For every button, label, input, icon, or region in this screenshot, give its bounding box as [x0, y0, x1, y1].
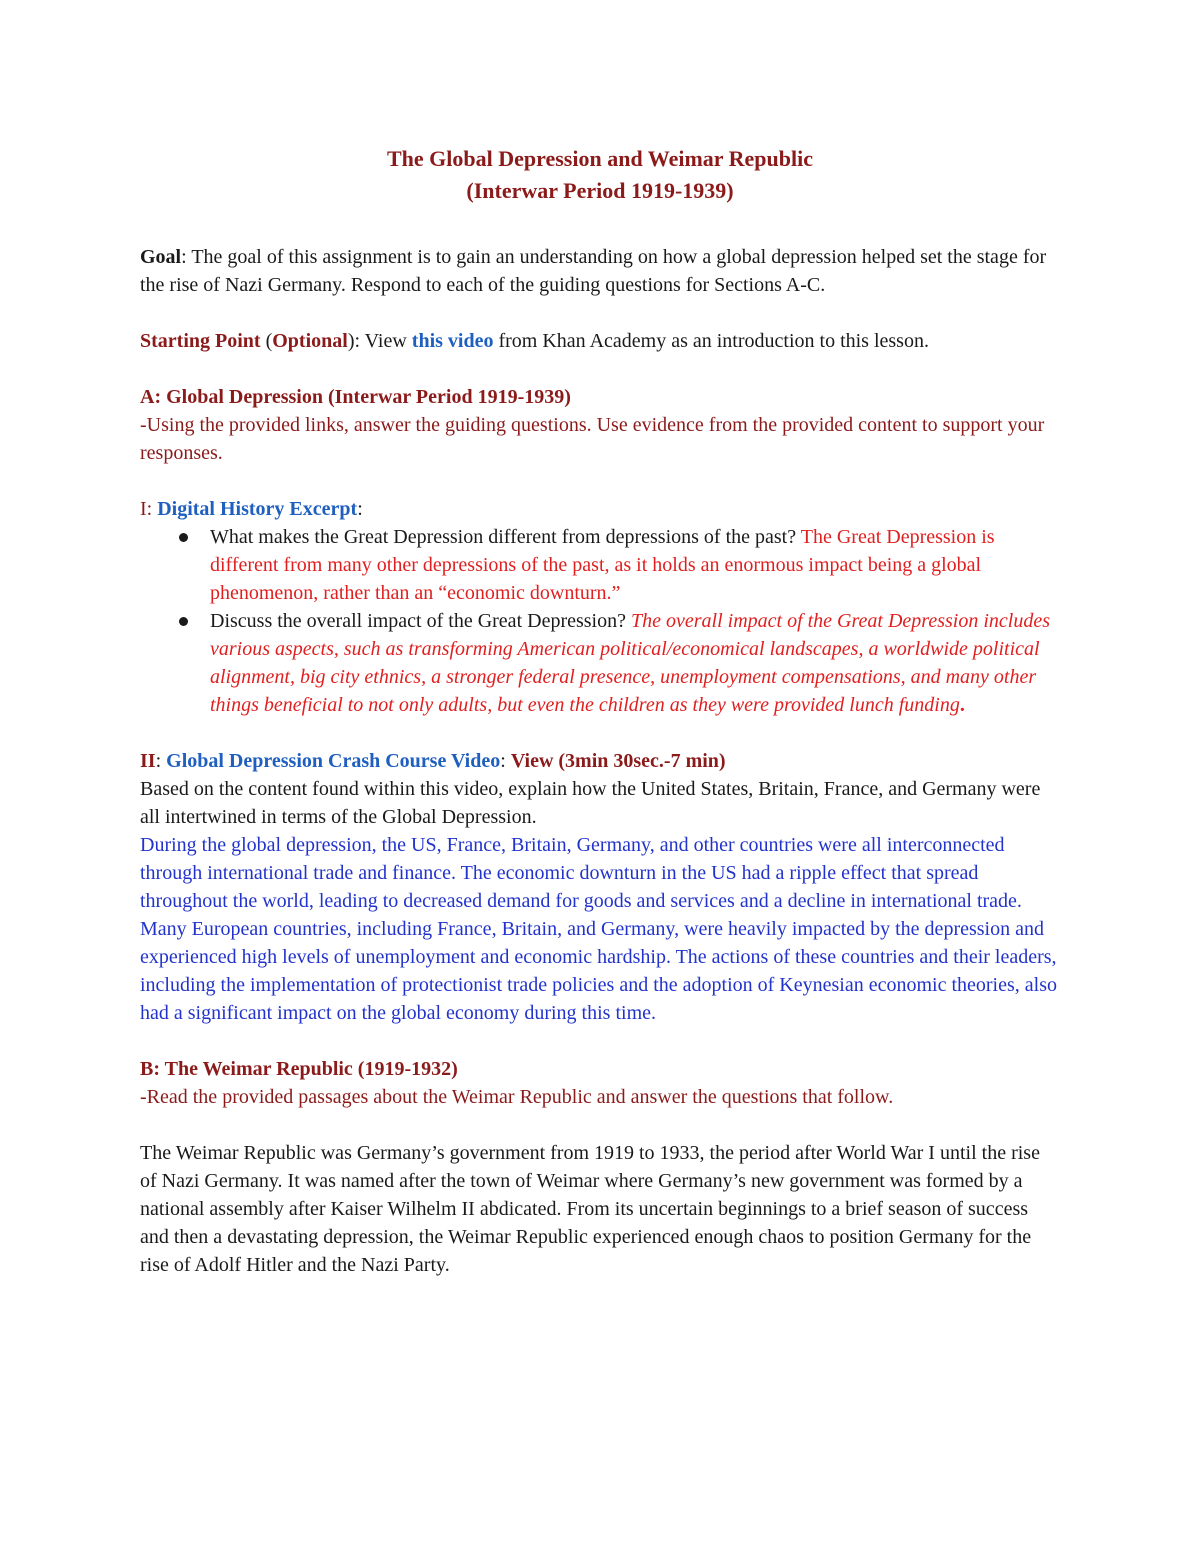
starting-point-label: Starting Point: [140, 330, 261, 352]
starting-point-rest: from Khan Academy as an introduction to this lesson.: [493, 330, 929, 352]
digital-history-link[interactable]: Digital History Excerpt: [157, 498, 358, 520]
weimar-passage: The Weimar Republic was Germany’s government from 1919 to 1933, the period after World War I until the rise of Nazi Germany. It was named after the town of Weimar where Germany’s new government was formed by a national assembly after Kaiser Wilhelm II abdicated. From its uncertain beginnings to a brief season of success and then a devastating depression, the Weimar Republic experienced enough chaos to position Germany for the rise of Adolf Hitler and the Nazi Party.: [140, 1142, 1040, 1276]
part-i-numeral: I:: [140, 498, 158, 520]
starting-point-paragraph: [140, 327, 1060, 355]
part-ii-sep: :: [155, 750, 167, 772]
starting-point-view: ): View: [347, 330, 412, 352]
part-ii-colon: :: [500, 750, 511, 772]
question-2: Discuss the overall impact of the Great Depression?: [210, 610, 631, 632]
question-1: What makes the Great Depression different from depressions of the past?: [210, 526, 801, 548]
goal-paragraph: [140, 243, 1060, 299]
section-b-heading: B: The Weimar Republic (1919-1932): [140, 1058, 458, 1080]
part-i-colon: :: [357, 498, 363, 520]
optional-label: Optional: [272, 330, 348, 352]
part-ii-numeral: II: [140, 750, 156, 772]
khan-video-link[interactable]: this video: [411, 330, 494, 352]
part-i-heading: [140, 495, 1060, 523]
title-line-1: The Global Depression and Weimar Republic: [386, 146, 813, 171]
view-duration: View (3min 30sec.-7 min): [510, 750, 726, 772]
bullet-icon: [179, 617, 188, 626]
bullet-icon: [179, 533, 188, 542]
goal-label: Goal: [140, 246, 182, 268]
document-title: [140, 143, 1060, 207]
part-ii-answer: During the global depression, the US, France, Britain, Germany, and other countries were all interconnected through international trade and finance. The economic downturn in the US had a ripple effect that spread throughout the world, leading to decreased demand for goods and services and a decline in international trade. Many European countries, including France, Britain, and Germany, were heavily impacted by the depression and experienced high levels of unemployment and economic hardship. The actions of these countries and their leaders, including the implementation of protectionist trade policies and the adoption of Keynesian economic theories, also had a significant impact on the global economy during this time.: [140, 834, 1057, 1024]
list-item: [210, 523, 1060, 607]
part-ii-question: Based on the content found within this video, explain how the United States, Britain, France, and Germany were all intertwined in terms of the Global Depression.: [140, 778, 1041, 828]
goal-text: : The goal of this assignment is to gain an understanding on how a global depression helped set the stage for the rise of Nazi Germany. Respond to each of the guiding questions for Sections A-C.: [140, 246, 1047, 296]
part-i-question-list: [140, 523, 1060, 719]
answer-2-end: .: [959, 694, 965, 716]
title-line-2: (Interwar Period 1919-1939): [466, 178, 734, 203]
starting-point-open-paren: (: [260, 330, 273, 352]
answer-1: The Great Depression is different from many other depressions of the past, as it holds an enormous impact being a global phenomenon, rather than an “economic downturn.”: [210, 526, 995, 604]
section-b-instructions: -Read the provided passages about the Weimar Republic and answer the questions that follow.: [140, 1086, 894, 1108]
crash-course-video-link[interactable]: Global Depression Crash Course Video: [166, 750, 501, 772]
part-ii-heading: [140, 747, 1060, 775]
section-a-heading: A: Global Depression (Interwar Period 1919-1939): [140, 386, 571, 408]
answer-2: The overall impact of the Great Depression includes various aspects, such as transforming American political/economical landscapes, a worldwide political alignment, big city ethnics, a stronger federal presence, unemployment compensations, and many other things beneficial to not only adults, but even the children as they were provided lunch funding: [210, 610, 1050, 716]
section-a-instructions: -Using the provided links, answer the guiding questions. Use evidence from the provided content to support your responses.: [140, 414, 1045, 464]
list-item: [210, 607, 1060, 719]
